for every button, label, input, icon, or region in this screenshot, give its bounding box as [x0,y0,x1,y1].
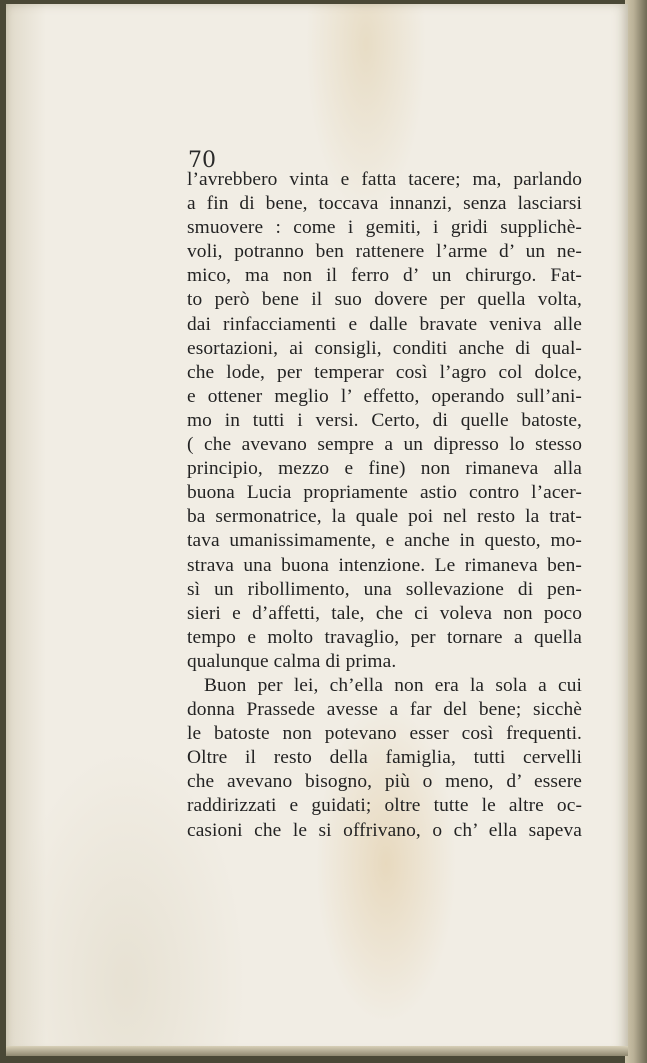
text-line: buona Lucia propriamente astio contro l’acer- [187,482,582,504]
text-line: sì un ribollimento, una sollevazione di pen- [187,578,582,600]
text-line: ba sermonatrice, la quale poi nel resto la trat- [187,506,582,528]
text-line: che avevano bisogno, più o meno, d’ essere [187,771,582,793]
text-line: principio, mezzo e fine) non rimaneva alla [187,458,582,480]
page-edge [625,0,647,1063]
text-line: strava una buona intenzione. Le rimaneva ben- [187,554,582,576]
text-line: raddirizzati e guidati; oltre tutte le altre oc- [187,795,582,817]
text-line: tava umanissimamente, e anche in questo, mo- [187,530,582,552]
text-line: to però bene il suo dovere per quella volta, [187,289,582,311]
body-text [187,168,582,843]
text-line: mico, ma non il ferro d’ un chirurgo. Fat- [187,265,582,287]
text-line: tempo e molto travaglio, per tornare a quella [187,626,582,648]
text-line: a fin di bene, toccava innanzi, senza lasciarsi [187,193,582,215]
paragraph-last-line: qualunque calma di prima. [187,650,397,672]
text-line: voli, potranno ben rattenere l’arme d’ un ne- [187,241,582,263]
page-bottom-edge [6,1046,628,1056]
text-line: sieri e d’affetti, tale, che ci voleva non poco [187,602,582,624]
text-line: Oltre il resto della famiglia, tutti cervelli [187,747,582,769]
text-line: dai rinfacciamenti e dalle bravate veniva alle [187,313,582,335]
text-line: smuovere : come i gemiti, i gridi supplichè- [187,217,582,239]
text-line: le batoste non potevano esser così frequenti. [187,723,582,745]
paragraph-first-line: Buon per lei, ch’ella non era la sola a cui [204,674,582,696]
text-line: esortazioni, ai consigli, conditi anche di qual- [187,337,582,359]
text-line: e ottener meglio l’ effetto, operando sull’ani- [187,385,582,407]
text-line: donna Prassede avesse a far del bene; sicchè [187,699,582,721]
text-line: l’avrebbero vinta e fatta tacere; ma, parlando [187,169,582,190]
text-line: mo in tutti i versi. Certo, di quelle batoste, [187,409,582,431]
text-line: ( che avevano sempre a un dipresso lo stesso [187,434,582,456]
text-line: casioni che le si offrivano, o ch’ ella sapeva [187,819,582,841]
page-number: 70 [188,148,216,173]
text-line: che lode, per temperar così l’agro col dolce, [187,361,582,383]
